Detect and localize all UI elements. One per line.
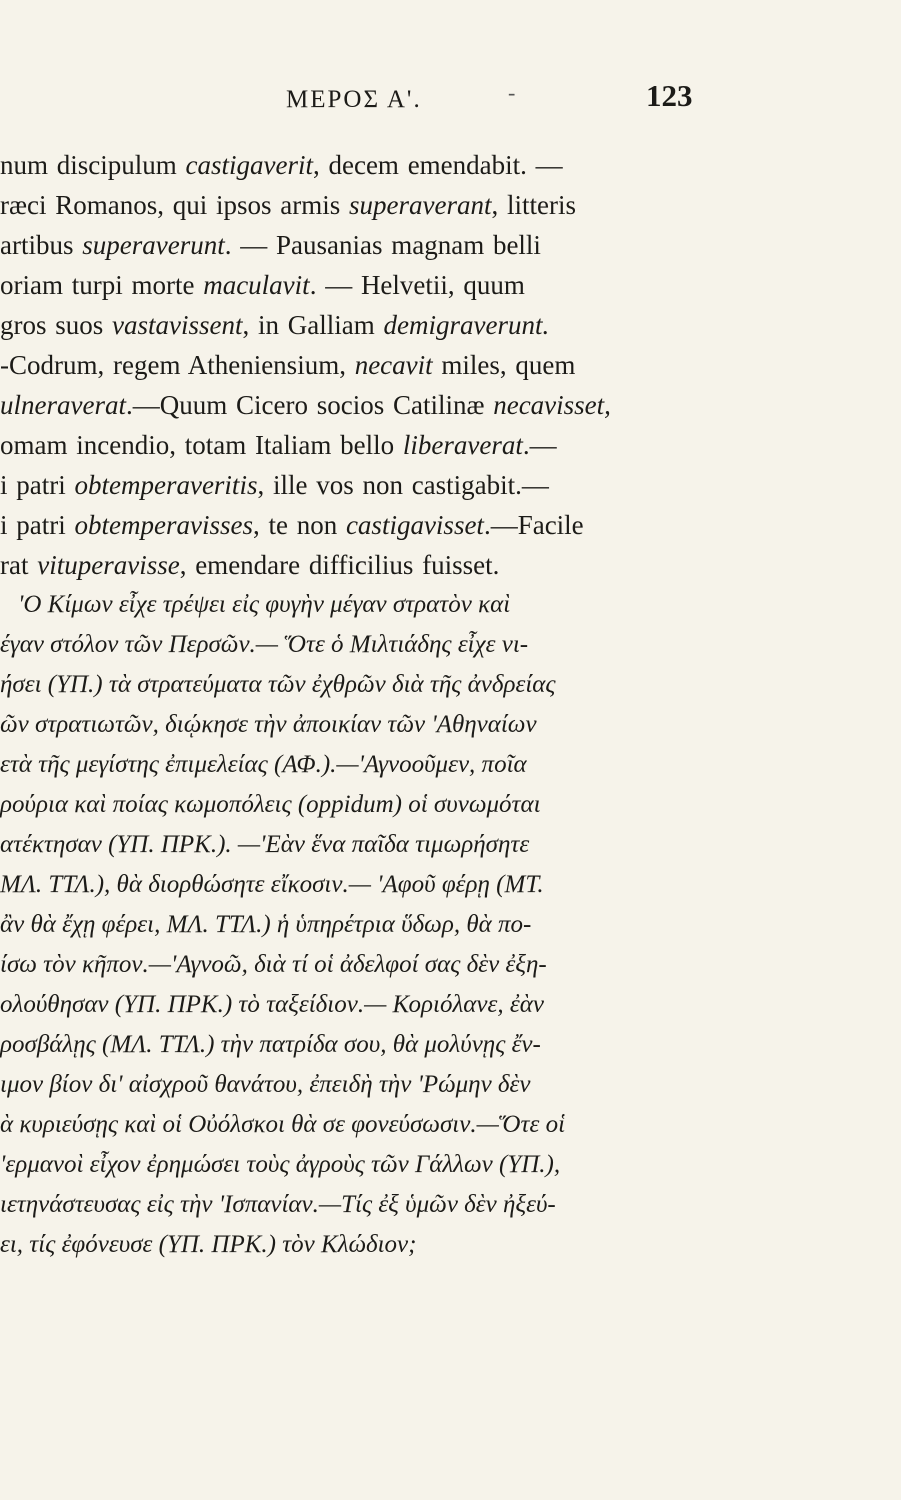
- greek-line: 'ερμανοὶ εἶχον ἐρημώσει τοὺς ἀγροὺς τῶν Γάλλων (ΥΠ.),: [0, 1151, 561, 1178]
- text-line: i patri obtemperavisses, te non castigavisset.—Facile: [0, 510, 584, 540]
- text-line: rat vituperavisse, emendare difficilius fuisset.: [0, 550, 500, 580]
- text-line: ulneraverat.—Quum Cicero socios Catilinæ necavisset,: [0, 390, 611, 420]
- greek-line: έγαν στόλον τῶν Περσῶν.— Ὅτε ὁ Μιλτιάδης εἶχε νι-: [0, 631, 529, 658]
- greek-line: ήσει (ΥΠ.) τὰ στρατεύματα τῶν ἐχθρῶν διὰ τῆς ἀνδρείας: [0, 671, 556, 698]
- greek-line: ολούθησαν (ΥΠ. ΠΡΚ.) τὸ ταξείδιον.— Κοριόλανε, ἐὰν: [0, 991, 544, 1018]
- text-line: omam incendio, totam Italiam bello liberaverat.—: [0, 430, 557, 460]
- text-line: num discipulum castigaverit, decem emendabit. —: [0, 150, 563, 180]
- greek-line: ὰ κυριεύσῃς καὶ οἱ Οὐόλσκοι θὰ σε φονεύσωσιν.—Ὅτε οἱ: [0, 1111, 566, 1138]
- page-header: [0, 78, 901, 118]
- page-number: 123: [646, 78, 693, 113]
- greek-line: 'Ο Κίμων εἶχε τρέψει εἰς φυγὴν μέγαν στρατὸν καὶ: [18, 591, 511, 618]
- greek-line: ἂν θὰ ἔχῃ φέρει, ΜΛ. ΤΤΛ.) ἡ ὑπηρέτρια ὕδωρ, θὰ πο-: [0, 911, 532, 938]
- greek-line: ει, τίς ἐφόνευσε (ΥΠ. ΠΡΚ.) τὸν Κλώδιον;: [0, 1231, 417, 1258]
- text-line: artibus superaverunt. — Pausanias magnam belli: [0, 230, 541, 260]
- greek-line: ΜΛ. ΤΤΛ.), θὰ διορθώσητε εἴκοσιν.— 'Αφοῦ φέρῃ (ΜΤ.: [0, 871, 544, 898]
- text-line: oriam turpi morte maculavit. — Helvetii, quum: [0, 270, 525, 300]
- greek-line: ρούρια καὶ ποίας κωμοπόλεις (oppidum) οἱ συνωμόται: [0, 791, 541, 818]
- text-line: ræci Romanos, qui ipsos armis superaverant, litteris: [0, 190, 576, 220]
- greek-line: ιετηνάστευσας εἰς τὴν 'Ισπανίαν.—Τίς ἐξ ὑμῶν δὲν ἠξεύ-: [0, 1191, 556, 1218]
- greek-line: ῶν στρατιωτῶν, διῴκησε τὴν ἀποικίαν τῶν 'Αθηναίων: [0, 711, 537, 738]
- greek-line: ετὰ τῆς μεγίστης ἐπιμελείας (ΑΦ.).—'Αγνοοῦμεν, ποῖα: [0, 751, 527, 778]
- greek-line: ροσβάλῃς (ΜΛ. ΤΤΛ.) τὴν πατρίδα σου, θὰ μολύνῃς ἔν-: [0, 1031, 541, 1058]
- greek-line: ιμον βίον δι' αἰσχροῦ θανάτου, ἐπειδὴ τὴν 'Ρώμην δὲν: [0, 1071, 531, 1098]
- greek-line: ίσω τὸν κῆπον.—'Αγνοῶ, διὰ τί οἱ ἀδελφοί σας δὲν ἐξη-: [0, 951, 547, 978]
- text-line: -Codrum, regem Atheniensium, necavit miles, quem: [0, 350, 576, 380]
- page-body: [0, 145, 901, 1265]
- text-line: i patri obtemperaveritis, ille vos non castigabit.—: [0, 470, 549, 500]
- running-head: ΜΕΡΟΣ Α'.: [286, 86, 422, 113]
- greek-line: ατέκτησαν (ΥΠ. ΠΡΚ.). —'Εὰν ἕνα παῖδα τιμωρήσητε: [0, 831, 530, 858]
- header-mark: -: [508, 80, 516, 105]
- text-line: gros suos vastavissent, in Galliam demigraverunt.: [0, 310, 550, 340]
